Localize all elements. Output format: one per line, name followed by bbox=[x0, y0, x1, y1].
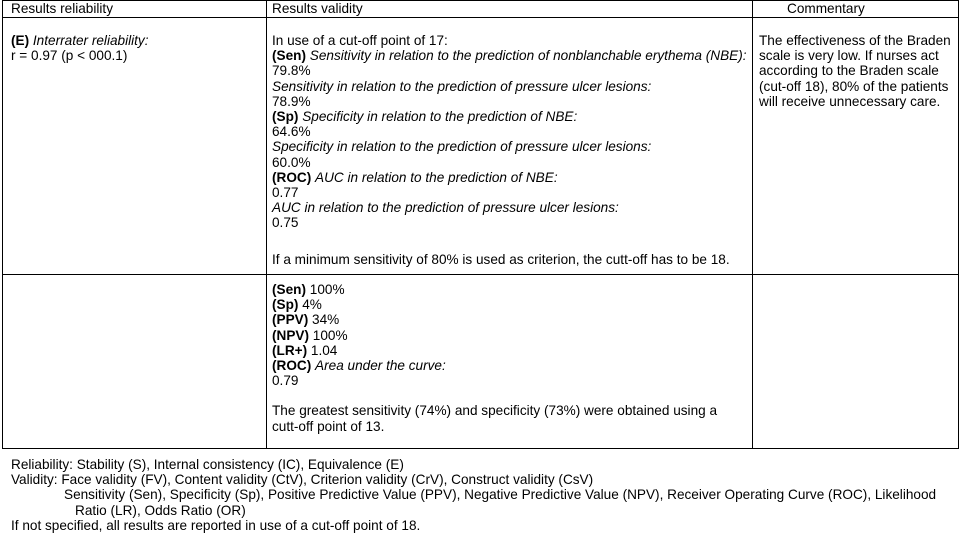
sen-pu-label: Sensitivity in relation to the prediction of pressure ulcer lesions: bbox=[272, 78, 652, 94]
sp-result bbox=[272, 297, 742, 312]
lr-result-value: 1.04 bbox=[310, 342, 338, 358]
roc-result-text: Area under the curve: bbox=[315, 358, 446, 374]
ppv-result-abbr: (PPV) bbox=[272, 312, 309, 328]
greatest-sens-spec-note: The greatest sensitivity (74%) and specificity (73%) were obtained using a cutt-off point of 13. bbox=[272, 403, 718, 434]
sen-nbe-text: Sensitivity in relation to the prediction of nonblanchable erythema (NBE): bbox=[309, 48, 747, 64]
column-divider-1 bbox=[266, 0, 267, 449]
column-divider-2 bbox=[752, 0, 753, 449]
header-results-validity: Results validity bbox=[272, 1, 363, 16]
criterion-note: If a minimum sensitivity of 80% is used as criterion, the cutt-off has to be 18. bbox=[272, 252, 730, 267]
roc-pu-value: 0.75 bbox=[272, 215, 299, 231]
npv-result bbox=[272, 328, 742, 343]
roc-result-value: 0.79 bbox=[272, 373, 299, 389]
legend-reliability: Reliability: Stability (S), Internal consistency (IC), Equivalence (E) bbox=[11, 457, 404, 472]
roc-nbe-text: AUC in relation to the prediction of NBE: bbox=[315, 169, 558, 185]
npv-result-value: 100% bbox=[312, 327, 348, 343]
commentary-text: The effectiveness of the Braden scale is very low. If nurses act according to the Braden scale (cut-off 18), 80% of the patients will receive unnecessary care. bbox=[759, 33, 951, 109]
sp-abbr: (Sp) bbox=[272, 109, 299, 125]
header-results-reliability: Results reliability bbox=[11, 1, 113, 16]
table-bottom-border bbox=[2, 448, 959, 449]
cutoff-intro: In use of a cut-off point of 17: bbox=[272, 33, 448, 48]
table-right-border bbox=[958, 0, 959, 449]
sen-abbr: (Sen) bbox=[272, 48, 306, 64]
validity-cell-cutoff-18 bbox=[272, 282, 742, 434]
sp-nbe-text: Specificity in relation to the prediction of NBE: bbox=[302, 109, 578, 125]
header-bottom-border bbox=[2, 17, 959, 18]
roc-abbr: (ROC) bbox=[272, 169, 312, 185]
sen-result bbox=[272, 282, 742, 297]
legend-validity: Validity: Face validity (FV), Content validity (CtV), Criterion validity (CrV), Construct validity (CsV) bbox=[11, 472, 594, 488]
npv-result-abbr: (NPV) bbox=[272, 327, 310, 343]
roc-result-abbr: (ROC) bbox=[272, 358, 312, 374]
sp-pu-value: 60.0% bbox=[272, 154, 311, 170]
sp-nbe-label bbox=[272, 109, 750, 124]
reliability-cell bbox=[11, 33, 261, 63]
sen-result-value: 100% bbox=[309, 282, 345, 297]
legend-cutoff-note: If not specified, all results are reported in use of a cut-off point of 18. bbox=[11, 517, 421, 533]
ppv-result-value: 34% bbox=[312, 312, 340, 328]
legend-measures-line2: Ratio (LR), Odds Ratio (OR) bbox=[75, 502, 246, 518]
lr-result-abbr: (LR+) bbox=[272, 342, 308, 358]
reliability-label bbox=[11, 33, 261, 48]
ppv-result bbox=[272, 312, 742, 327]
table-left-border bbox=[2, 0, 3, 449]
sp-result-abbr: (Sp) bbox=[272, 297, 299, 313]
sp-result-value: 4% bbox=[302, 297, 322, 313]
lr-result bbox=[272, 343, 742, 358]
sp-nbe-value: 64.6% bbox=[272, 124, 311, 140]
row-divider bbox=[2, 274, 959, 275]
roc-result-label bbox=[272, 358, 742, 373]
roc-nbe-label bbox=[272, 170, 750, 185]
validity-cell-cutoff-17 bbox=[272, 33, 750, 231]
roc-pu-label: AUC in relation to the prediction of pressure ulcer lesions: bbox=[272, 200, 619, 216]
reliability-abbr: (E) bbox=[11, 33, 30, 48]
sen-pu-value: 78.9% bbox=[272, 93, 311, 109]
legend-measures-line1: Sensitivity (Sen), Specificity (Sp), Positive Predictive Value (PPV), Negative Predictive Value (NPV), Receiver Operating Curve (ROC), Likelihood bbox=[64, 487, 937, 503]
sen-result-abbr: (Sen) bbox=[272, 282, 306, 297]
abbreviation-legend bbox=[11, 457, 956, 533]
sen-nbe-label bbox=[272, 48, 750, 63]
reliability-value: r = 0.97 (p < 000.1) bbox=[11, 48, 128, 64]
reliability-type: Interrater reliability: bbox=[32, 33, 149, 48]
roc-nbe-value: 0.77 bbox=[272, 185, 299, 201]
header-commentary: Commentary bbox=[787, 1, 865, 16]
sp-pu-label: Specificity in relation to the prediction of pressure ulcer lesions: bbox=[272, 139, 652, 155]
sen-nbe-value: 79.8% bbox=[272, 63, 311, 79]
